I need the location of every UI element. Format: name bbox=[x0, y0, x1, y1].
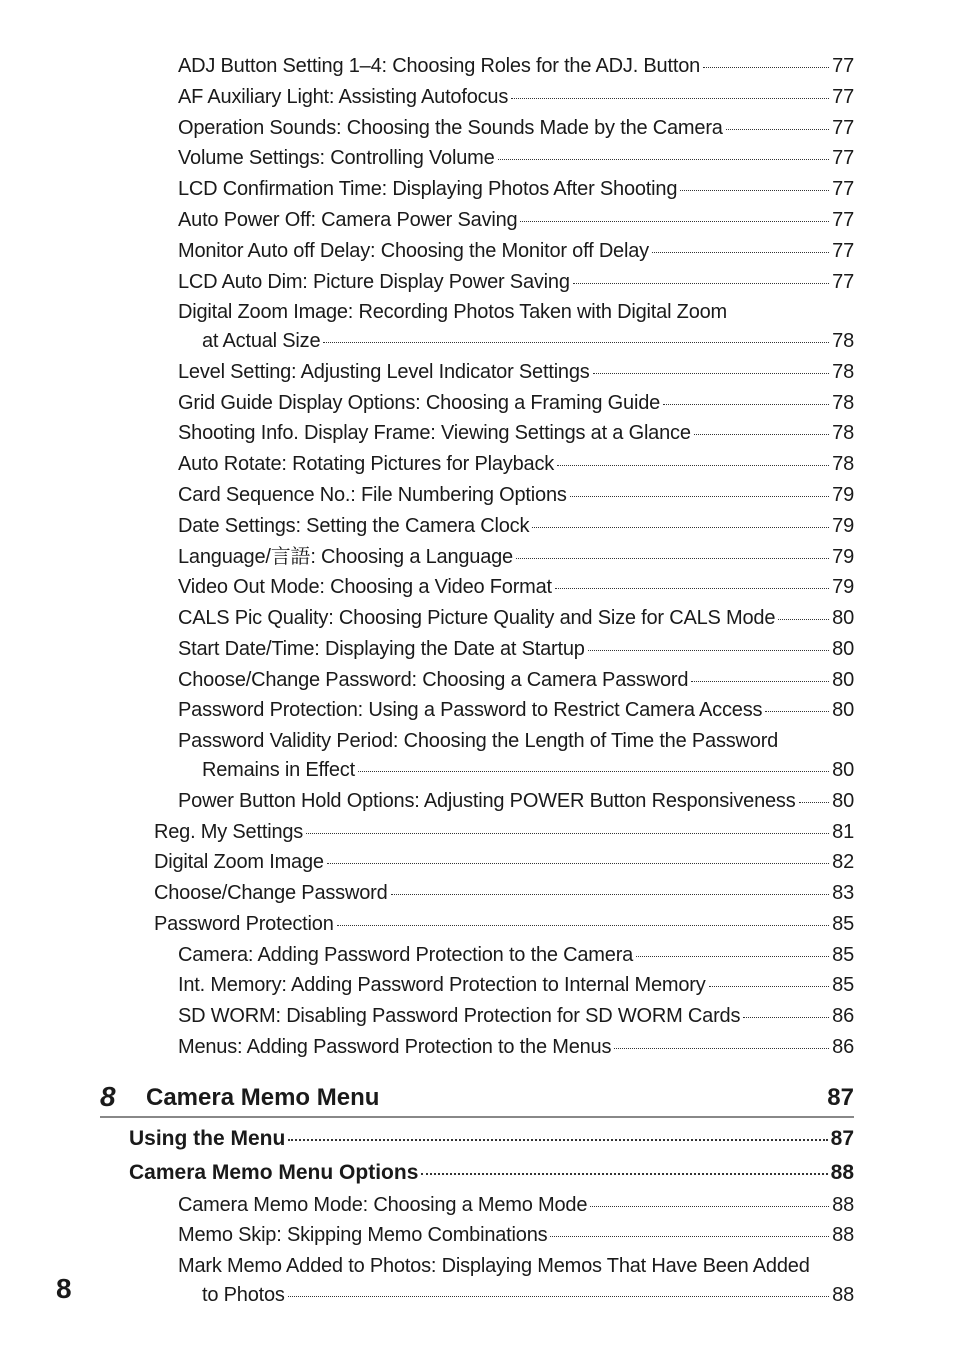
dot-leader bbox=[516, 558, 829, 559]
dot-leader bbox=[652, 252, 829, 253]
toc-entry[interactable]: Date Settings: Setting the Camera Clock 79 bbox=[178, 515, 854, 537]
toc-entry[interactable]: Language/言語: Choosing a Language 79 bbox=[178, 546, 854, 568]
toc-entry[interactable]: Auto Rotate: Rotating Pictures for Playback 78 bbox=[178, 453, 854, 475]
dot-leader bbox=[691, 681, 829, 682]
toc-entry[interactable]: Monitor Auto off Delay: Choosing the Monitor off Delay 77 bbox=[178, 240, 854, 262]
dot-leader bbox=[306, 833, 829, 834]
toc-entry[interactable]: Password Protection 85 bbox=[154, 913, 854, 935]
dot-leader bbox=[614, 1048, 829, 1049]
toc-entry-first-line[interactable]: Mark Memo Added to Photos: Displaying Memos That Have Been Added bbox=[178, 1255, 810, 1277]
toc-entry[interactable]: Password Protection: Using a Password to Restrict Camera Access 80 bbox=[178, 699, 854, 721]
toc-entry[interactable]: Power Button Hold Options: Adjusting POWER Button Responsiveness 80 bbox=[178, 790, 854, 812]
toc-entry[interactable]: Camera: Adding Password Protection to the Camera 85 bbox=[178, 944, 854, 966]
dot-leader bbox=[288, 1139, 827, 1141]
dot-leader bbox=[765, 711, 829, 712]
toc-entry[interactable]: Int. Memory: Adding Password Protection to Internal Memory 85 bbox=[178, 974, 854, 996]
toc-entry[interactable]: LCD Confirmation Time: Displaying Photos After Shooting 77 bbox=[178, 178, 854, 200]
toc-entry[interactable]: Level Setting: Adjusting Level Indicator Settings 78 bbox=[178, 361, 854, 383]
toc-entry[interactable]: Camera Memo Menu Options 88 bbox=[129, 1161, 854, 1184]
dot-leader bbox=[726, 129, 829, 130]
dot-leader bbox=[593, 373, 830, 374]
dot-leader bbox=[323, 342, 829, 343]
toc-entry[interactable]: SD WORM: Disabling Password Protection for SD WORM Cards 86 bbox=[178, 1005, 854, 1027]
toc-entry[interactable]: LCD Auto Dim: Picture Display Power Saving 77 bbox=[178, 271, 854, 293]
dot-leader bbox=[498, 159, 830, 160]
dot-leader bbox=[570, 496, 829, 497]
toc-entry[interactable]: Memo Skip: Skipping Memo Combinations 88 bbox=[178, 1224, 854, 1246]
chapter-title: Camera Memo Menu bbox=[146, 1084, 380, 1111]
toc-entry[interactable]: Menus: Adding Password Protection to the Menus 86 bbox=[178, 1036, 854, 1058]
toc-entry[interactable]: Card Sequence No.: File Numbering Options 79 bbox=[178, 484, 854, 506]
dot-leader bbox=[337, 925, 830, 926]
toc-entry[interactable]: to Photos 88 bbox=[202, 1284, 854, 1306]
dot-leader bbox=[590, 1206, 829, 1207]
toc-entry[interactable]: Digital Zoom Image 82 bbox=[154, 851, 854, 873]
dot-leader bbox=[532, 527, 829, 528]
toc-entry[interactable]: Start Date/Time: Displaying the Date at Startup 80 bbox=[178, 638, 854, 660]
dot-leader bbox=[588, 650, 829, 651]
toc-entry[interactable]: Operation Sounds: Choosing the Sounds Made by the Camera 77 bbox=[178, 117, 854, 139]
dot-leader bbox=[391, 894, 830, 895]
dot-leader bbox=[709, 986, 830, 987]
dot-leader bbox=[520, 221, 829, 222]
dot-leader bbox=[743, 1017, 829, 1018]
dot-leader bbox=[694, 434, 829, 435]
chapter-heading[interactable] bbox=[100, 1080, 854, 1118]
toc-entry[interactable]: CALS Pic Quality: Choosing Picture Quality and Size for CALS Mode 80 bbox=[178, 607, 854, 629]
dot-leader bbox=[550, 1236, 829, 1237]
dot-leader bbox=[778, 619, 829, 620]
toc-entry[interactable]: Remains in Effect 80 bbox=[202, 759, 854, 781]
dot-leader bbox=[358, 771, 829, 772]
toc-entry[interactable]: Shooting Info. Display Frame: Viewing Settings at a Glance 78 bbox=[178, 422, 854, 444]
dot-leader bbox=[663, 404, 829, 405]
toc-entry[interactable]: Choose/Change Password 83 bbox=[154, 882, 854, 904]
dot-leader bbox=[680, 190, 829, 191]
toc-entry[interactable]: ADJ Button Setting 1–4: Choosing Roles for the ADJ. Button 77 bbox=[178, 55, 854, 77]
toc-entry[interactable]: Auto Power Off: Camera Power Saving 77 bbox=[178, 209, 854, 231]
dot-leader bbox=[799, 802, 830, 803]
chapter-page: 87 bbox=[827, 1084, 854, 1111]
dot-leader bbox=[327, 863, 829, 864]
toc-entry-first-line[interactable]: Digital Zoom Image: Recording Photos Taken with Digital Zoom bbox=[178, 301, 727, 323]
dot-leader bbox=[288, 1296, 829, 1297]
chapter-number: 8 bbox=[100, 1081, 116, 1112]
toc-entry[interactable]: Grid Guide Display Options: Choosing a Framing Guide 78 bbox=[178, 392, 854, 414]
toc-entry[interactable]: AF Auxiliary Light: Assisting Autofocus 77 bbox=[178, 86, 854, 108]
dot-leader bbox=[555, 588, 829, 589]
toc-entry[interactable]: Volume Settings: Controlling Volume 77 bbox=[178, 147, 854, 169]
toc-entry[interactable]: Reg. My Settings 81 bbox=[154, 821, 854, 843]
dot-leader bbox=[511, 98, 829, 99]
dot-leader bbox=[557, 465, 829, 466]
toc-entry[interactable]: at Actual Size 78 bbox=[202, 330, 854, 352]
toc-entry[interactable]: Camera Memo Mode: Choosing a Memo Mode 88 bbox=[178, 1194, 854, 1216]
dot-leader bbox=[573, 283, 829, 284]
dot-leader bbox=[703, 67, 829, 68]
dot-leader bbox=[421, 1173, 827, 1175]
dot-leader bbox=[636, 956, 829, 957]
toc-entry[interactable]: Using the Menu 87 bbox=[129, 1127, 854, 1150]
toc-entry[interactable]: Video Out Mode: Choosing a Video Format 79 bbox=[178, 576, 854, 598]
toc-entry[interactable]: Choose/Change Password: Choosing a Camera Password 80 bbox=[178, 669, 854, 691]
toc-entry-first-line[interactable]: Password Validity Period: Choosing the Length of Time the Password bbox=[178, 730, 779, 752]
page-number: 8 bbox=[56, 1273, 72, 1304]
